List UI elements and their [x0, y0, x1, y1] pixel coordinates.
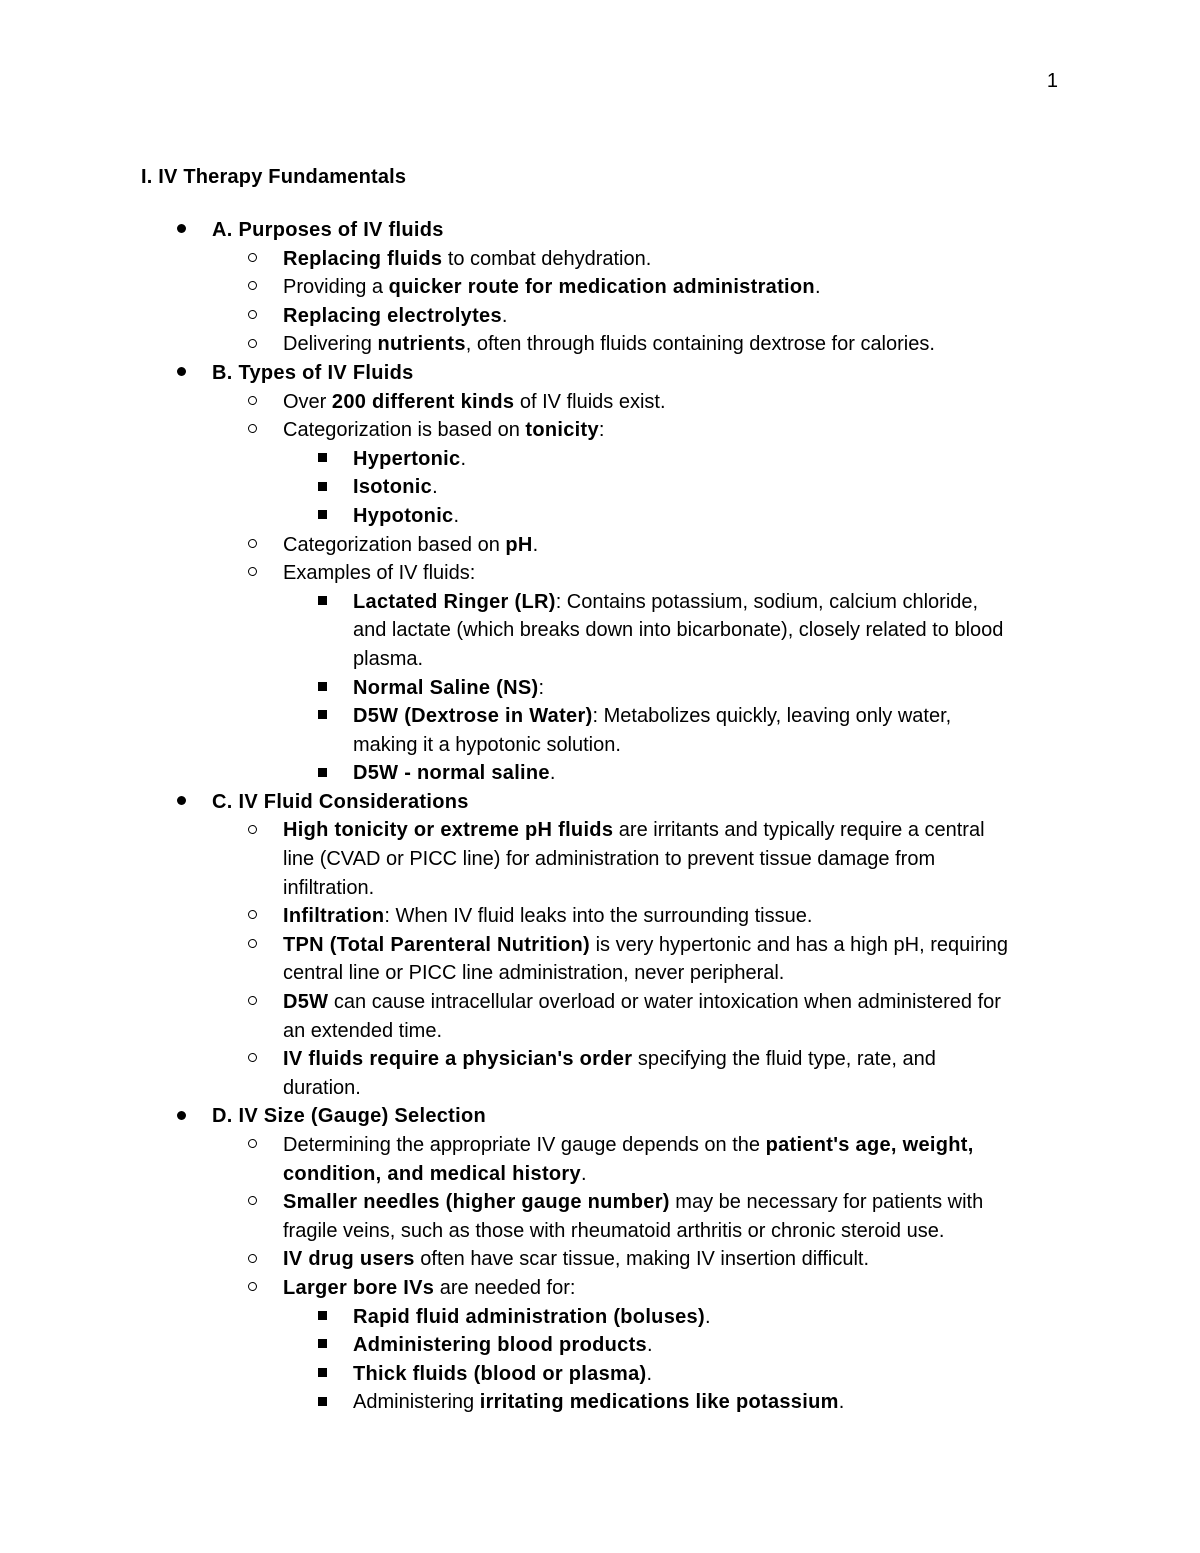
list-item — [0, 245, 1200, 274]
list-item — [0, 674, 1200, 703]
text: Administering — [353, 1391, 480, 1414]
bold-text: Infiltration — [283, 905, 385, 928]
square-icon — [318, 445, 327, 474]
bold-text: 200 different kinds — [331, 390, 515, 413]
list-item — [0, 445, 1200, 474]
list-item-continuation — [0, 1160, 1200, 1189]
text: can cause intracellular overload or water intoxication when administered for — [328, 991, 1001, 1014]
text: Providing a — [283, 276, 389, 299]
square-icon — [318, 1360, 327, 1389]
list-item — [0, 702, 1200, 731]
circle-icon — [248, 330, 257, 359]
section-heading: I. IV Therapy Fundamentals — [141, 166, 407, 188]
list-item — [0, 588, 1200, 617]
circle-icon — [248, 1131, 257, 1160]
bold-text: Larger bore IVs — [283, 1276, 435, 1299]
square-icon — [318, 473, 327, 502]
text: : Contains potassium, sodium, calcium chloride, — [555, 590, 979, 613]
bold-text: pH — [505, 533, 533, 556]
text: . — [646, 1362, 653, 1385]
text: Categorization based on — [283, 533, 506, 556]
list-item-continuation — [0, 616, 1200, 645]
disc-icon — [177, 788, 186, 817]
text: specifying the fluid type, rate, and — [632, 1048, 936, 1071]
bold-text: Thick fluids (blood or plasma) — [353, 1362, 647, 1385]
list-item-continuation — [0, 731, 1200, 760]
circle-icon — [248, 931, 257, 960]
bold-text: nutrients — [377, 333, 466, 356]
square-icon — [318, 759, 327, 788]
bold-text: Normal Saline (NS) — [353, 676, 539, 699]
bold-text: irritating medications like potassium — [479, 1391, 839, 1414]
bold-text: IV fluids require a physician's order — [283, 1048, 633, 1071]
circle-icon — [248, 1245, 257, 1274]
list-item-continuation — [0, 645, 1200, 674]
text: . — [704, 1305, 711, 1328]
square-icon — [318, 1331, 327, 1360]
text: fragile veins, such as those with rheumatoid arthritis or chronic steroid use. — [283, 1219, 945, 1242]
text: central line or PICC line administration, never peripheral. — [283, 962, 785, 985]
bold-text: TPN (Total Parenteral Nutrition) — [283, 933, 591, 956]
bold-text: High tonicity or extreme pH fluids — [283, 819, 614, 842]
list-item — [0, 1045, 1200, 1074]
circle-icon — [248, 531, 257, 560]
circle-icon — [248, 1045, 257, 1074]
bold-text: D. IV Size (Gauge) Selection — [212, 1105, 487, 1128]
bold-text: condition, and medical history — [283, 1162, 581, 1185]
text: . — [532, 533, 539, 556]
list-item — [0, 1102, 1200, 1131]
bold-text: A. Purposes of IV fluids — [212, 219, 444, 241]
text: . — [460, 447, 467, 470]
list-item — [0, 1303, 1200, 1332]
list-item — [0, 788, 1200, 817]
text: often have scar tissue, making IV insertion difficult. — [414, 1248, 870, 1271]
disc-icon — [177, 216, 186, 245]
text: . — [432, 476, 438, 499]
text: infiltration. — [283, 876, 375, 899]
text: . — [549, 762, 556, 785]
text: : Metabolizes quickly, leaving only water, — [592, 705, 952, 728]
text: line (CVAD or PICC line) for administration to prevent tissue damage from — [283, 848, 936, 871]
bold-text: Hypotonic — [353, 504, 454, 527]
bold-text: IV drug users — [283, 1248, 415, 1271]
bold-text: Lactated Ringer (LR) — [353, 590, 556, 613]
circle-icon — [248, 559, 257, 588]
text: . — [501, 304, 508, 327]
disc-icon — [177, 359, 186, 388]
list-item-continuation — [0, 874, 1200, 903]
list-item — [0, 388, 1200, 417]
circle-icon — [248, 1188, 257, 1217]
bold-text: Administering blood products — [353, 1334, 647, 1357]
circle-icon — [248, 988, 257, 1017]
list-item-continuation — [0, 1074, 1200, 1103]
bold-text: C. IV Fluid Considerations — [212, 790, 469, 813]
text: Determining the appropriate IV gauge depends on the — [283, 1134, 766, 1156]
text: . — [814, 276, 821, 299]
list-item — [0, 931, 1200, 960]
bold-text: quicker route for medication administration — [388, 276, 815, 299]
text: : — [538, 676, 545, 699]
bold-text: Smaller needles (higher gauge number) — [283, 1191, 670, 1214]
text: : — [598, 419, 605, 442]
text: may be necessary for patients with — [669, 1191, 984, 1214]
text: is very hypertonic and has a high pH, requiring — [590, 933, 1009, 956]
text: . — [453, 504, 460, 527]
bold-text: tonicity — [525, 419, 599, 442]
list-item — [0, 559, 1200, 588]
text: . — [580, 1162, 587, 1185]
list-item — [0, 273, 1200, 302]
list-item — [0, 330, 1200, 359]
circle-icon — [248, 245, 257, 274]
circle-icon — [248, 902, 257, 931]
list-item — [0, 759, 1200, 788]
list-item — [0, 1388, 1200, 1417]
circle-icon — [248, 416, 257, 445]
list-item — [0, 302, 1200, 331]
list-item — [0, 902, 1200, 931]
text: making it a hypotonic solution. — [353, 733, 621, 756]
text: plasma. — [353, 647, 424, 670]
list-item — [0, 1360, 1200, 1389]
bold-text: D5W (Dextrose in Water) — [353, 705, 593, 728]
list-item — [0, 216, 1200, 245]
square-icon — [318, 502, 327, 531]
bold-text: D5W — [283, 991, 329, 1014]
list-item-continuation — [0, 1217, 1200, 1246]
disc-icon — [177, 1102, 186, 1131]
text: Categorization is based on — [283, 419, 526, 442]
text: duration. — [283, 1076, 361, 1099]
circle-icon — [248, 302, 257, 331]
list-item — [0, 531, 1200, 560]
list-item — [0, 1131, 1200, 1160]
circle-icon — [248, 273, 257, 302]
text: . — [646, 1334, 653, 1357]
circle-icon — [248, 1274, 257, 1303]
list-item — [0, 473, 1200, 502]
page-number: 1 — [1046, 70, 1058, 92]
text: : When IV fluid leaks into the surrounding tissue. — [384, 905, 813, 928]
list-item — [0, 816, 1200, 845]
list-item-continuation — [0, 845, 1200, 874]
text: an extended time. — [283, 1019, 442, 1042]
square-icon — [318, 702, 327, 731]
text: Examples of IV fluids: — [283, 562, 476, 585]
list-item — [0, 502, 1200, 531]
bold-text: Replacing electrolytes — [283, 304, 502, 327]
bold-text: Hypertonic — [353, 447, 461, 470]
list-item — [0, 1274, 1200, 1303]
text: of IV fluids exist. — [514, 390, 666, 413]
bold-text: B. Types of IV Fluids — [212, 361, 414, 384]
text: to combat dehydration. — [442, 247, 652, 270]
list-item — [0, 1188, 1200, 1217]
list-item — [0, 416, 1200, 445]
text: , often through fluids containing dextrose for calories. — [465, 333, 935, 356]
list-item — [0, 1331, 1200, 1360]
list-item — [0, 988, 1200, 1017]
list-item — [0, 1245, 1200, 1274]
list-item — [0, 359, 1200, 388]
text: Over — [283, 390, 332, 413]
bold-text: Isotonic — [353, 476, 433, 499]
text: and lactate (which breaks down into bicarbonate), closely related to blood — [353, 619, 1004, 642]
square-icon — [318, 588, 327, 617]
text: Delivering — [283, 333, 378, 356]
bold-text: Replacing fluids — [283, 247, 443, 270]
text: are irritants and typically require a central — [613, 819, 985, 842]
text: are needed for: — [434, 1276, 576, 1299]
list-item-continuation — [0, 959, 1200, 988]
text: . — [838, 1391, 845, 1414]
square-icon — [318, 674, 327, 703]
square-icon — [318, 1388, 327, 1417]
outline-list — [0, 216, 1200, 1417]
bold-text: D5W - normal saline — [353, 762, 550, 785]
square-icon — [318, 1303, 327, 1332]
bold-text: Rapid fluid administration (boluses) — [353, 1305, 705, 1328]
circle-icon — [248, 816, 257, 845]
bold-text: patient's age, weight, — [765, 1134, 974, 1156]
list-item-continuation — [0, 1017, 1200, 1046]
circle-icon — [248, 388, 257, 417]
